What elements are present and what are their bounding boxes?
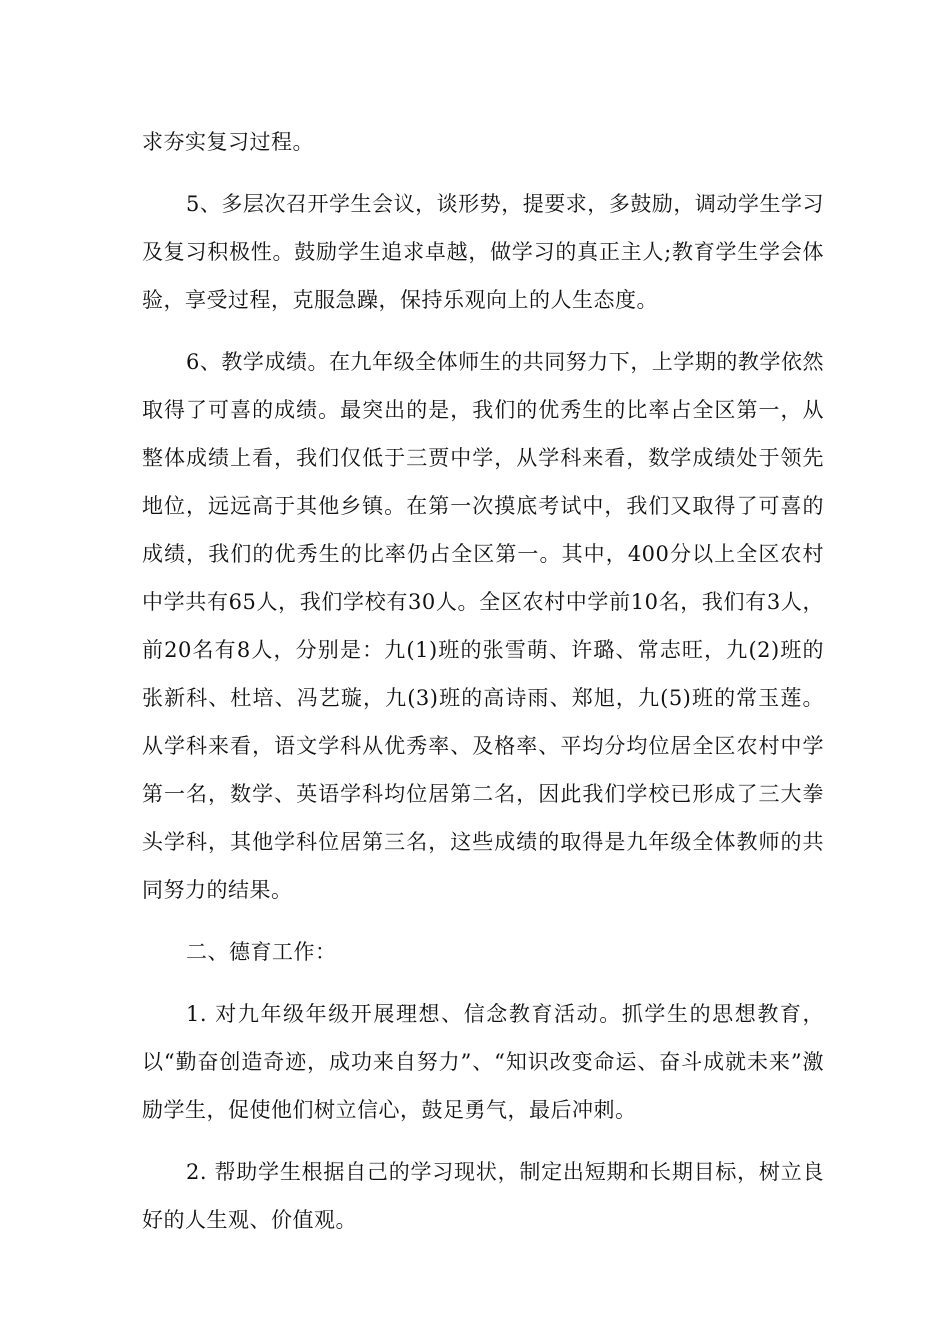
- paragraph-moral-item-1: 1. 对九年级年级开展理想、信念教育活动。抓学生的思想教育，以“勤奋创造奇迹，成功来自努力”、“知识改变命运、奋斗成就未来”激励学生，促使他们树立信心，鼓足勇气，最后冲刺。: [142, 1002, 824, 1122]
- paragraph-moral-item-2: 2. 帮助学生根据自己的学习现状，制定出短期和长期目标，树立良好的人生观、价值观。: [142, 1160, 824, 1232]
- paragraph-continuation: 求夯实复习过程。: [142, 130, 314, 154]
- paragraph-item-6: 6、教学成绩。在九年级全体师生的共同努力下，上学期的教学依然取得了可喜的成绩。最突出的是，我们的优秀生的比率占全区第一，从整体成绩上看，我们仅低于三贾中学，从学科来看，数学成绩处于领先地位，远远高于其他乡镇。在第一次摸底考试中，我们又取得了可喜的成绩，我们的优秀生的比率仍占全区第一。其中，400分以上全区农村中学共有65人，我们学校有30人。全区农村中学前10名，我们有3人，前20名有8人，分别是：九(1)班的张雪萌、许璐、常志旺，九(2)班的张新科、杜培、冯艺璇，九(3)班的高诗雨、郑旭，九(5)班的常玉莲。从学科来看，语文学科从优秀率、及格率、平均分均位居全区农村中学第一名，数学、英语学科均位居第二名，因此我们学校已形成了三大拳头学科，其他学科位居第三名，这些成绩的取得是九年级全体教师的共同努力的结果。: [142, 350, 824, 902]
- section-heading-moral-education: 二、德育工作：: [186, 940, 337, 964]
- paragraph-item-5: 5、多层次召开学生会议，谈形势，提要求，多鼓励，调动学生学习及复习积极性。鼓励学生追求卓越，做学习的真正主人;教育学生学会体验，享受过程，克服急躁，保持乐观向上的人生态度。: [142, 192, 824, 312]
- document-body: [142, 118, 824, 1258]
